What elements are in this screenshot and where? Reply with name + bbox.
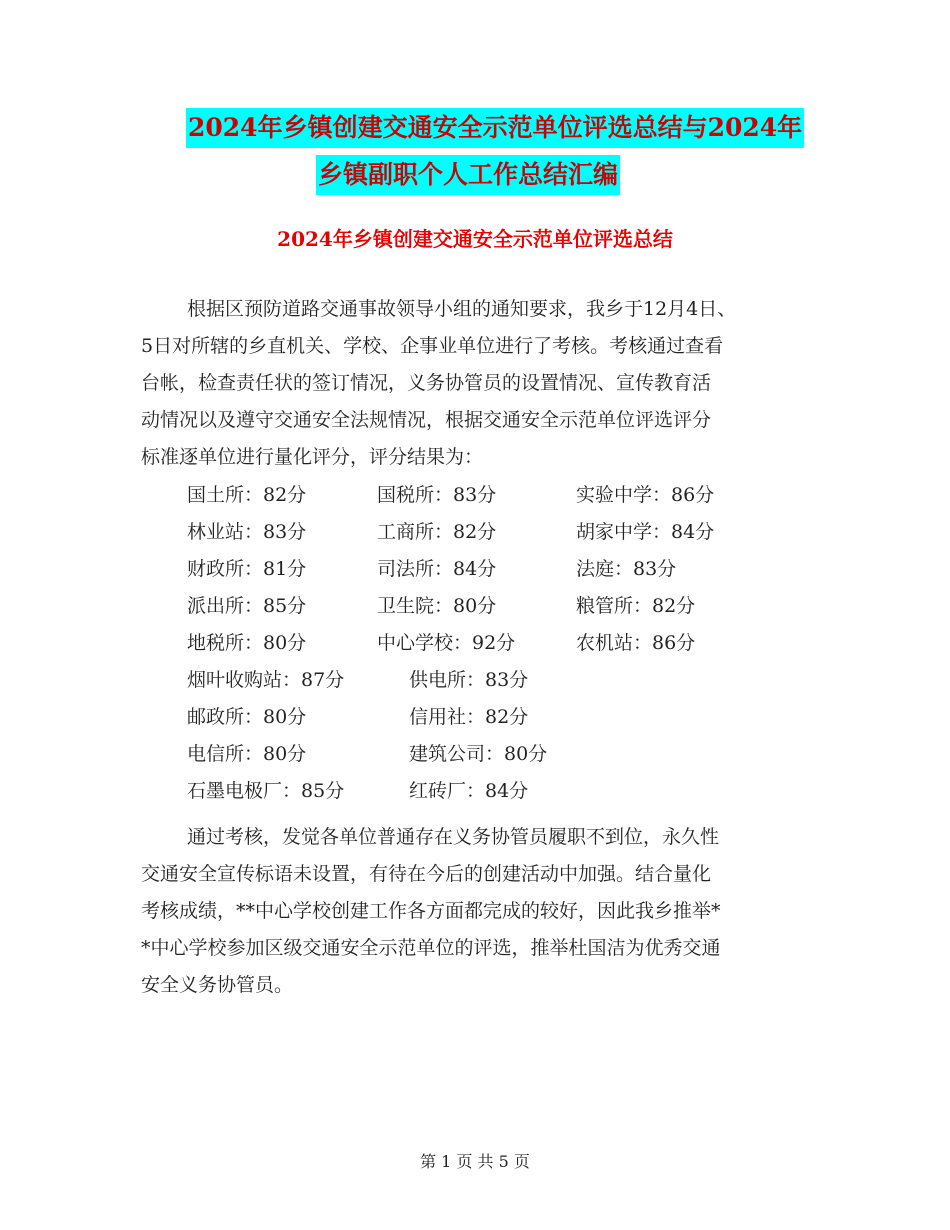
page-number: 第 1 页 共 5 页 <box>420 1152 530 1171</box>
score-row <box>187 699 807 736</box>
paragraph-line: 5日对所辖的乡直机关、学校、企事业单位进行了考核。考核通过查看 <box>141 335 724 357</box>
score-row <box>187 736 807 773</box>
score-row <box>187 551 807 588</box>
score-item: 国税所：83分 <box>377 484 497 506</box>
score-item: 信用社：82分 <box>409 706 529 728</box>
section-heading: 2024年乡镇创建交通安全示范单位评选总结 <box>277 227 673 251</box>
paragraph-line: 标准逐单位进行量化评分，评分结果为： <box>141 446 484 468</box>
score-item: 烟叶收购站：87分 <box>187 669 345 691</box>
score-row <box>187 625 807 662</box>
paragraph-line: *中心学校参加区级交通安全示范单位的评选，推举杜国洁为优秀交通 <box>141 937 721 959</box>
paragraph-line: 根据区预防道路交通事故领导小组的通知要求，我乡于12月4日、 <box>187 298 737 320</box>
score-item: 邮政所：80分 <box>187 706 307 728</box>
score-row <box>187 588 807 625</box>
paragraph-line: 通过考核，发觉各单位普通存在义务协管员履职不到位，永久性 <box>187 826 720 848</box>
score-item: 红砖厂：84分 <box>409 780 529 802</box>
score-item: 派出所：85分 <box>187 595 307 617</box>
score-row <box>187 514 807 551</box>
paragraph-line: 动情况以及遵守交通安全法规情况，根据交通安全示范单位评选评分 <box>141 409 712 431</box>
score-row <box>187 773 807 810</box>
score-item: 实验中学：86分 <box>576 484 715 506</box>
paragraph-line: 交通安全宣传标语未设置，有待在今后的创建活动中加强。结合量化 <box>141 863 712 885</box>
score-item: 国土所：82分 <box>187 484 307 506</box>
score-item: 石墨电极厂：85分 <box>187 780 345 802</box>
score-item: 林业站：83分 <box>187 521 307 543</box>
score-item: 工商所：82分 <box>377 521 497 543</box>
score-item: 供电所：83分 <box>409 669 529 691</box>
score-item: 卫生院：80分 <box>377 595 497 617</box>
score-item: 中心学校：92分 <box>377 632 516 654</box>
title-line-1: 2024年乡镇创建交通安全示范单位评选总结与2024年 <box>186 108 804 148</box>
score-item: 粮管所：82分 <box>576 595 696 617</box>
paragraph-intro <box>141 291 821 476</box>
paragraph-line: 考核成绩，**中心学校创建工作各方面都完成的较好，因此我乡推举* <box>141 900 721 922</box>
score-item: 地税所：80分 <box>187 632 307 654</box>
paragraph-line: 台帐，检查责任状的签订情况，义务协管员的设置情况、宣传教育活 <box>141 372 712 394</box>
score-list <box>187 477 807 810</box>
score-item: 财政所：81分 <box>187 558 307 580</box>
score-item: 法庭：83分 <box>576 558 677 580</box>
score-item: 司法所：84分 <box>377 558 497 580</box>
score-item: 农机站：86分 <box>576 632 696 654</box>
score-item: 电信所：80分 <box>187 743 307 765</box>
paragraph-line: 安全义务协管员。 <box>141 974 294 996</box>
title-line-2: 乡镇副职个人工作总结汇编 <box>316 155 620 195</box>
score-row <box>187 662 807 699</box>
score-item: 建筑公司：80分 <box>409 743 548 765</box>
paragraph-conclusion <box>141 819 821 1004</box>
score-item: 胡家中学：84分 <box>576 521 715 543</box>
score-row <box>187 477 807 514</box>
